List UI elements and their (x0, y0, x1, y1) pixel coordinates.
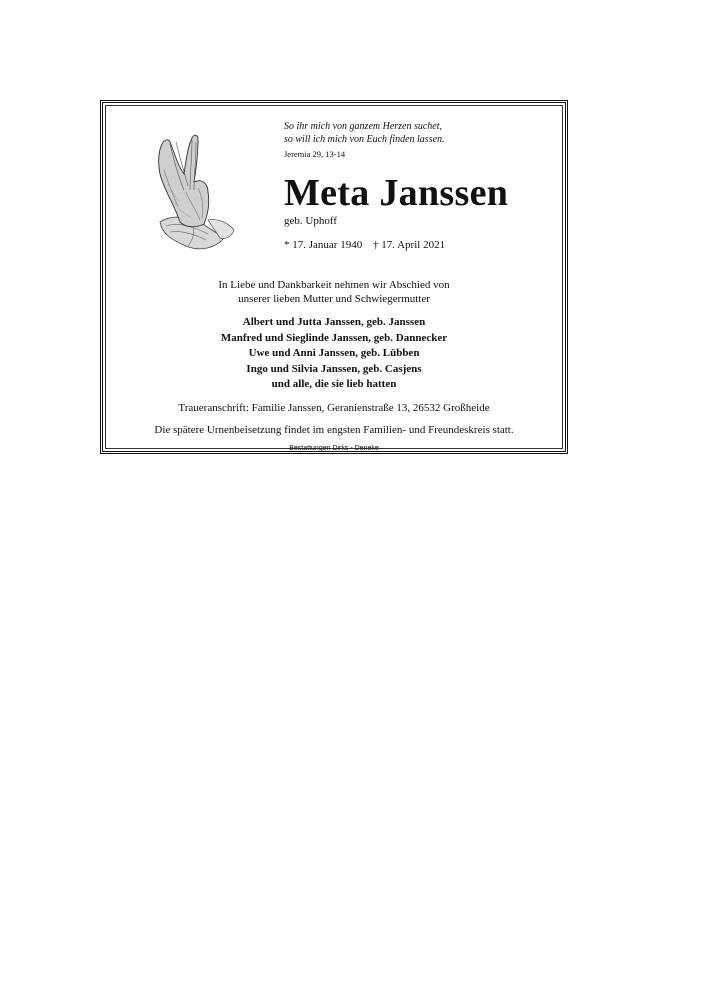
farewell-line-2: unserer lieben Mutter und Schwiegermutter (238, 293, 430, 305)
obituary-notice (100, 100, 568, 454)
header-block (284, 120, 554, 251)
farewell-line-1: In Liebe und Dankbarkeit nehmen wir Abschied von (218, 279, 450, 291)
farewell-text (106, 278, 562, 306)
family-member: Albert und Jutta Janssen, geb. Janssen (242, 316, 426, 328)
birth-date: * 17. Januar 1940 (284, 239, 363, 251)
quote-reference: Jeremia 29, 13-14 (284, 149, 346, 159)
life-dates (284, 239, 554, 251)
birth-name: geb. Uphoff (284, 215, 337, 227)
death-date: † 17. April 2021 (372, 239, 446, 251)
quote-line-1: So ihr mich von ganzem Herzen suchet, (284, 121, 443, 132)
praying-hands-icon (150, 130, 240, 252)
quote-line-2: so will ich mich von Euch finden lassen. (284, 134, 445, 145)
family-member: und alle, die sie lieb hatten (271, 378, 397, 390)
family-list (106, 315, 562, 393)
notice-inner-frame (105, 105, 563, 452)
family-member: Manfred und Sieglinde Janssen, geb. Dannecker (220, 331, 448, 344)
undertaker-name: Bestattungen Dirks - Deneke (289, 445, 379, 452)
family-member: Ingo und Silvia Janssen, geb. Casjens (246, 362, 422, 375)
burial-note: Die spätere Urnenbeisetzung findet im engsten Familien- und Freundeskreis statt. (154, 424, 514, 436)
family-member: Uwe und Anni Janssen, geb. Lübben (248, 347, 420, 359)
deceased-name: Meta Janssen (284, 172, 509, 214)
bible-quote (284, 120, 554, 146)
mourning-address: Traueranschrift: Familie Janssen, Geranienstraße 13, 26532 Großheide (178, 402, 490, 414)
